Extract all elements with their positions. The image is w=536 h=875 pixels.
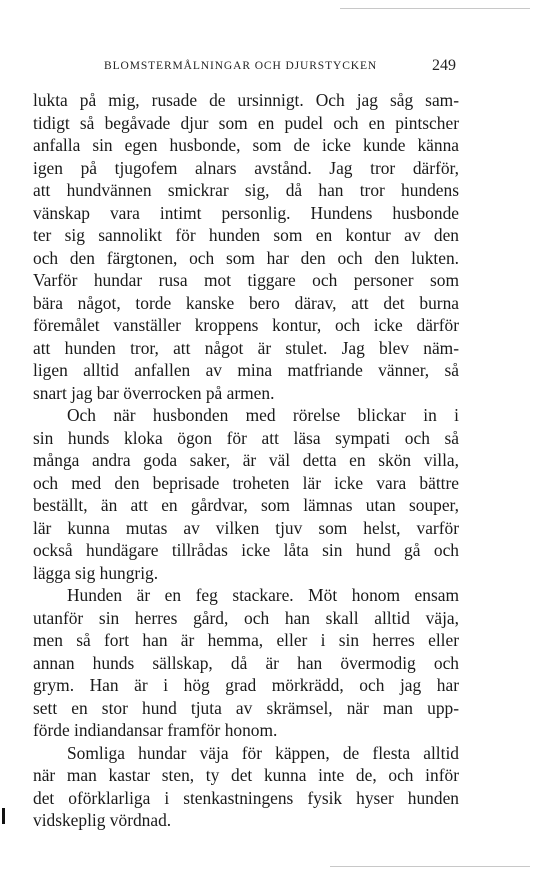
text-line: beställt, än att en gårdvar, som lämnas utan souper, <box>33 495 459 515</box>
text-line: anfalla sin egen husbonde, som de icke kunde känna <box>33 135 459 155</box>
text-line: snart jag bar överrocken på armen. <box>33 382 275 403</box>
text-line: och den färgtonen, och som har den och den lukten. <box>33 247 459 268</box>
text-line: och med den beprisade troheten lär icke vara bättre <box>33 472 459 493</box>
text-line: bära något, torde kanske bero därav, att det burna <box>33 292 459 313</box>
text-line: annan hunds sällskap, då är han övermodig och <box>33 652 459 673</box>
text-line: att hunden tror, att något är stulet. Jag blev näm- <box>33 337 459 358</box>
text-line: ligen alltid anfallen av mina matfriande vänner, så <box>33 360 459 380</box>
text-line: ter sig sannolikt för hunden som en kontur av den <box>33 225 459 245</box>
text-line: att hundvännen smickrar sig, då han tror hundens <box>33 180 459 200</box>
text-line: föremålet vanställer kroppens kontur, och icke därför <box>33 315 459 335</box>
text-line: sett en stor hund tjuta av skrämsel, när man upp- <box>33 697 459 718</box>
paragraph <box>33 404 459 584</box>
text-line: vidskeplig vördnad. <box>33 810 172 830</box>
top-rule <box>340 8 530 9</box>
text-line: igen på tjugofem alnars avstånd. Jag tror därför, <box>33 157 459 178</box>
page-number: 249 <box>432 57 456 74</box>
text-line: sin hunds kloka ögon för att läsa sympati och så <box>33 427 459 448</box>
paragraph <box>33 89 459 404</box>
text-line: lär kunna mutas av vilken tjuv som helst, varför <box>33 517 459 538</box>
text-line: när man kastar sten, ty det kunna inte de, och inför <box>33 765 459 785</box>
running-title: BLOMSTERMÅLNINGAR OCH DJURSTYCKEN <box>104 60 378 72</box>
body-text <box>33 89 459 832</box>
text-line: det oförklarliga i stenkastningens fysik hyser hunden <box>33 787 459 808</box>
text-line: Varför hundar rusa mot tiggare och personer som <box>33 270 459 290</box>
margin-mark <box>2 808 5 824</box>
text-line: grym. Han är i hög grad mörkrädd, och jag har <box>33 675 459 695</box>
text-line: Hunden är en feg stackare. Möt honom ensam <box>67 585 459 605</box>
text-line: tidigt så begåvade djur som en pudel och en pintscher <box>33 112 459 133</box>
text-line: också hundägare tillrådas icke låta sin hund gå och <box>33 540 459 560</box>
paragraph <box>33 742 459 832</box>
paragraph <box>33 584 459 742</box>
text-line: många andra goda saker, är väl detta en skön villa, <box>33 450 459 470</box>
text-line: utanför sin herres gård, och han skall alltid väja, <box>33 607 459 628</box>
text-line: lukta på mig, rusade de ursinnigt. Och jag såg sam- <box>33 90 459 110</box>
text-line: vänskap vara intimt personlig. Hundens husbonde <box>33 202 459 223</box>
text-line: Somliga hundar väja för käppen, de flesta alltid <box>67 742 459 763</box>
text-line: Och när husbonden med rörelse blickar in i <box>67 405 459 425</box>
bottom-rule <box>330 866 530 867</box>
text-line: lägga sig hungrig. <box>33 562 159 583</box>
running-head <box>0 58 536 78</box>
text-line: men så fort han är hemma, eller i sin herres eller <box>33 630 459 650</box>
text-line: förde indiandansar framför honom. <box>33 720 278 740</box>
